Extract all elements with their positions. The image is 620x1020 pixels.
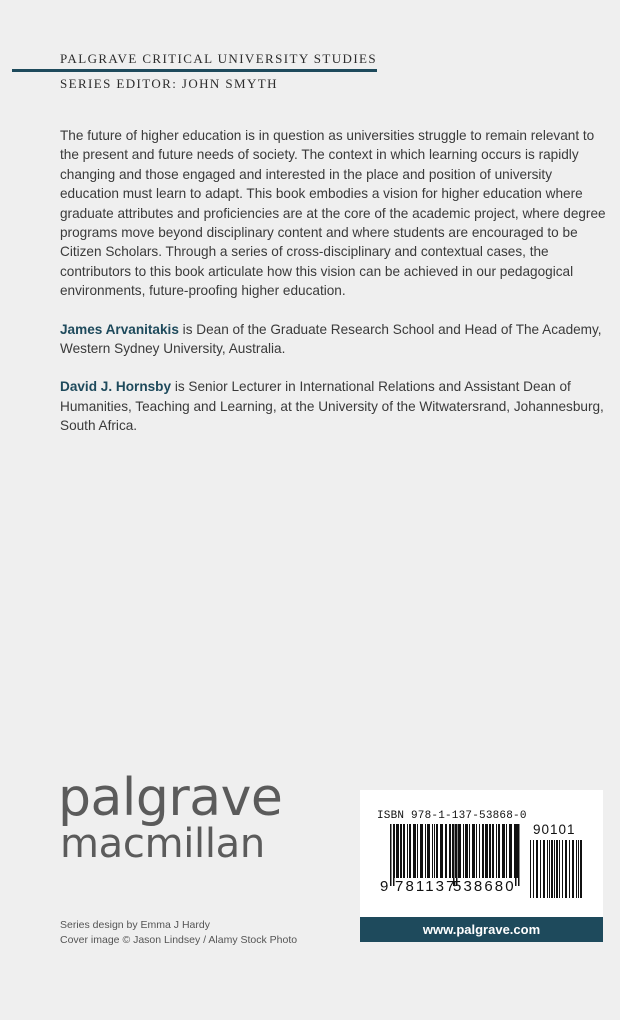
barcode-bar bbox=[400, 824, 402, 878]
barcode-bar bbox=[420, 824, 423, 878]
barcode-bar bbox=[572, 840, 574, 898]
series-title: PALGRAVE CRITICAL UNIVERSITY STUDIES bbox=[60, 51, 378, 66]
barcode-bar bbox=[476, 824, 477, 878]
barcode-bar bbox=[530, 840, 531, 898]
barcode-bar bbox=[554, 840, 555, 898]
isbn-label: ISBN 978-1-137-53868-0 bbox=[377, 810, 527, 822]
barcode-bar bbox=[559, 840, 560, 898]
barcode-bar bbox=[396, 824, 399, 878]
website-link[interactable]: www.palgrave.com bbox=[360, 917, 603, 942]
barcode-bar bbox=[472, 824, 475, 878]
barcode-bar bbox=[514, 824, 515, 878]
series-divider bbox=[12, 69, 377, 72]
barcode-bar bbox=[562, 840, 563, 898]
series-editor: SERIES EDITOR: JOHN SMYTH bbox=[60, 76, 278, 91]
barcode-bar bbox=[432, 824, 433, 878]
author-bio-2 bbox=[60, 377, 608, 435]
barcode-bar bbox=[551, 840, 553, 898]
barcode-guard-bar bbox=[518, 824, 520, 886]
barcode-bar bbox=[485, 824, 488, 878]
barcode-guard-bar bbox=[515, 824, 517, 886]
barcode-bar bbox=[407, 824, 408, 878]
barcode-bar bbox=[533, 840, 534, 898]
barcode-bar bbox=[427, 824, 430, 878]
barcode-guard-bar bbox=[453, 824, 455, 886]
barcode-panel bbox=[360, 790, 603, 917]
barcode-bar bbox=[492, 824, 494, 878]
barcode-bar bbox=[489, 824, 491, 878]
barcode-bar bbox=[425, 824, 426, 878]
barcode-bar bbox=[547, 840, 548, 898]
barcode-bar bbox=[536, 840, 538, 898]
barcode-bar bbox=[482, 824, 484, 878]
barcode-addon-digits: 90101 bbox=[533, 822, 576, 837]
back-cover-text bbox=[60, 126, 608, 455]
barcode-bar bbox=[458, 824, 461, 878]
publisher-logo bbox=[58, 768, 283, 867]
barcode-bar bbox=[543, 840, 545, 898]
barcode-guard-bar bbox=[390, 824, 392, 886]
barcode-bar bbox=[469, 824, 470, 878]
barcode-bar bbox=[549, 840, 550, 898]
ean-left-digits: 781137 bbox=[395, 878, 457, 895]
author-name-2: David J. Hornsby bbox=[60, 379, 172, 395]
barcode-bar bbox=[417, 824, 418, 878]
barcode-bar bbox=[436, 824, 438, 878]
author-bio-text-2: is Senior Lecturer in International Relations and Assistant Dean of Humanities, Teaching and Learning, at the University of the Witwatersrand, Johannesburg, South Africa. bbox=[60, 379, 604, 434]
barcode-bar bbox=[540, 840, 541, 898]
barcode-icon bbox=[360, 790, 603, 917]
barcode-bar bbox=[465, 824, 468, 878]
barcode-bar bbox=[452, 824, 453, 878]
barcode-bar bbox=[509, 824, 512, 878]
barcode-bar bbox=[569, 840, 570, 898]
barcode-bar bbox=[565, 840, 567, 898]
logo-palgrave: palgrave bbox=[58, 768, 283, 828]
barcode-bar bbox=[479, 824, 480, 878]
barcode-guard-bar bbox=[456, 824, 458, 886]
barcode-bar bbox=[463, 824, 464, 878]
barcode-bar bbox=[440, 824, 443, 878]
barcode-bar bbox=[498, 824, 500, 878]
barcode-bar bbox=[556, 840, 558, 898]
barcode-bar bbox=[580, 840, 582, 898]
author-name-1: James Arvanitakis bbox=[60, 321, 179, 337]
barcode-bar bbox=[506, 824, 507, 878]
barcode-guard-bar bbox=[393, 824, 395, 886]
logo-macmillan: macmillan bbox=[60, 821, 265, 867]
author-bio-text-1: is Dean of the Graduate Research School and Head of The Academy, Western Sydney University, Australia. bbox=[60, 321, 602, 357]
barcode-bar bbox=[496, 824, 497, 878]
ean-leading-digit: 9 bbox=[380, 878, 389, 895]
barcode-bar bbox=[434, 824, 435, 878]
cover-image-credit: Cover image © Jason Lindsey / Alamy Stock Photo bbox=[60, 934, 298, 946]
barcode-bar bbox=[576, 840, 577, 898]
credits bbox=[60, 918, 297, 948]
book-description: The future of higher education is in question as universities struggle to remain relevant to the present and future needs of society. The context in which learning occurs is rapidly changing and those engaged and interested in the place and position of university education must learn to adapt. This book embodies a vision for higher education where graduate attributes and proficiencies are at the core of the academic project, where degree programs move beyond disciplinary content and where students are encouraged to be Citizen Scholars. Through a series of cross-disciplinary and contextual cases, the contributors to this book articulate how this vision can be achieved in our pedagogical environments, future-proofing higher education. bbox=[60, 128, 606, 299]
ean-right-digits: 538680 bbox=[453, 878, 516, 895]
barcode-bar bbox=[403, 824, 405, 878]
barcode-bar bbox=[445, 824, 447, 878]
barcode-bar bbox=[409, 824, 411, 878]
series-design-credit: Series design by Emma J Hardy bbox=[60, 919, 210, 931]
barcode-bar bbox=[449, 824, 451, 878]
author-bio-1 bbox=[60, 320, 608, 359]
barcode-bar bbox=[502, 824, 505, 878]
barcode-bar bbox=[413, 824, 416, 878]
barcode-bar bbox=[578, 840, 579, 898]
